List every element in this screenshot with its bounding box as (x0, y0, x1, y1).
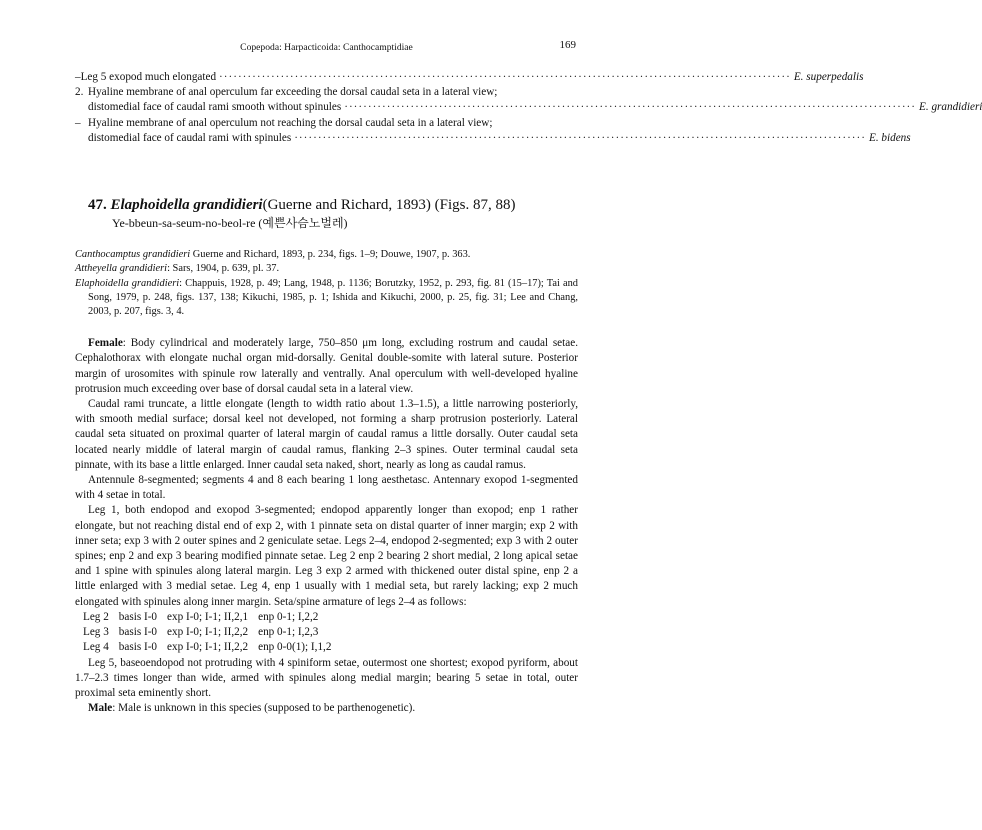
key-couplet-2b (75, 116, 578, 131)
synonym-entry: Attheyella grandidieri: Sars, 1904, p. 639, pl. 37. (75, 263, 280, 275)
key-taxon: E. grandidieri (919, 101, 982, 114)
species-heading (75, 196, 578, 214)
paragraph-antennule: Antennule 8-segmented; segments 4 and 8 each bearing 1 long aesthetasc. Antennary exopod 1-segmented with 4 setae in total. (75, 474, 578, 502)
leader-dots (344, 100, 916, 115)
key-taxon: E. bidens (868, 131, 911, 144)
paragraph-leg5: Leg 5, baseoendopod not protruding with 4 spiniform setae, outermost one shortest; exopod pyriform, about 1.7–2.3 times longer than wide, armed with spinules along medial margin; bearing 5 setae in total, outer proximal seta eminently short. (75, 656, 578, 699)
paragraph-legs: Leg 1, both endopod and exopod 3-segmented; endopod apparently longer than exopod; enp 1 rather elongate, but not reaching distal end of exp 2, with 1 pinnate seta on distal quarter of inner margin; exp 2 with inner seta; exp 3 with 2 outer spines and 2 geniculate setae. Legs 2–4, endopod 2-segmented; exp 3 with 2 outer spines; enp 2 and exp 3 bearing modified pinnate setae. Leg 2 enp 2 bearing 2 short medial, 2 long apical setae and 1 spine with spinules along lateral margin. Leg 3 exp 2 armed with thickened outer distal spine, enp 2 a little enlarged with 3 medial setae. Leg 4, enp 1 usually with 1 medial seta, but rarely lacking; exp 2 much elongated with spinules along inner margin. Seta/spine armature of legs 2–4 as follows: (75, 504, 578, 608)
key-text: Leg 5 exopod much elongated (80, 71, 217, 83)
key-text-wrap: distomedial face of caudal rami smooth without spinules (88, 101, 342, 114)
key-couplet-2a (75, 85, 578, 100)
male-description: Male: Male is unknown in this species (supposed to be parthenogenetic). (88, 702, 416, 715)
identification-key (75, 70, 982, 146)
leg-armature-table (83, 610, 341, 656)
running-title: Copepoda: Harpacticoida: Canthocamptidiae (240, 42, 413, 53)
key-number: – (75, 71, 81, 83)
page (75, 38, 982, 716)
key-number: – (75, 116, 81, 129)
key-number: 2. (75, 86, 84, 99)
leader-dots (219, 70, 791, 85)
synonym-entry: Elaphoidella grandidieri: Chappuis, 1928, p. 49; Lang, 1948, p. 1136; Borutzky, 1952, p. 293, fig. 81 (15–17); Tai and Song, 1979, p. 248, figs. 137, 138; Kikuchi, 1985, p. 1; Ishida and Kikuchi, 2000, p. 25, fig. 31; Lee and Chang, 2003, p. 207, figs. 3, 4. (75, 277, 578, 318)
paragraph-caudal-rami: Caudal rami truncate, a little elongate (length to width ratio about 1.3–1.5), a little narrowing posteriorly, with smooth medial surface; dorsal keel not developed, not forming a sharp protrusion posteriorly. Lateral caudal seta situated on proximal quarter of lateral margin of caudal ramus a little dorsally. Outer caudal seta located nearly middle of lateral margin of caudal ramus, flanking 2–3 spines. Outer terminal caudal seta pinnate, with its base a little enlarged. Inner caudal seta naked, short, nearly as long as caudal ramus. (75, 398, 578, 471)
key-text: Hyaline membrane of anal operculum not reaching the dorsal caudal seta in a lateral view; (88, 116, 493, 129)
key-couplet-1b (75, 70, 864, 85)
korean-name: Ye-bbeun-sa-seum-no-beol-re (예쁜사슴노벌레) (112, 216, 348, 231)
synonymy (75, 248, 578, 319)
table-row: Leg 3 basis I-0 exp I-0; I-1; II,2,2 enp 0-1; I,2,3 (83, 626, 319, 639)
leader-dots (294, 131, 866, 146)
description (75, 336, 578, 716)
key-couplet-2a-cont (75, 100, 982, 115)
female-description: Female: Body cylindrical and moderately large, 750–850 μm long, excluding rostrum and caudal setae. Cephalothorax with elongate nuchal organ mid-dorsally. Genital double-somite with lateral suture. Posterior margin of urosomites with spinule row laterally and ventrally. Anal operculum with well-developed hyaline protrusion much exceeding over base of dorsal caudal seta in a lateral view. (75, 337, 578, 395)
page-number: 169 (559, 39, 576, 51)
species-name: Elaphoidella grandidieri (110, 197, 263, 214)
species-authority: (Guerne and Richard, 1893) (Figs. 87, 88) (262, 197, 516, 214)
key-taxon: E. superpedalis (793, 71, 864, 83)
table-row: Leg 2 basis I-0 exp I-0; I-1; II,2,1 enp 0-1; I,2,2 (83, 610, 319, 623)
key-text-wrap: distomedial face of caudal rami with spinules (88, 131, 292, 144)
species-number: 47. (88, 197, 107, 214)
running-header (75, 38, 578, 54)
key-couplet-2b-cont (75, 131, 911, 146)
synonym-entry: Canthocamptus grandidieri Guerne and Richard, 1893, p. 234, figs. 1–9; Douwe, 1907, p. 363. (75, 249, 471, 261)
table-row: Leg 4 basis I-0 exp I-0; I-1; II,2,2 enp 0-0(1); I,1,2 (83, 641, 332, 654)
key-text: Hyaline membrane of anal operculum far exceeding the dorsal caudal seta in a lateral view; (88, 86, 498, 99)
